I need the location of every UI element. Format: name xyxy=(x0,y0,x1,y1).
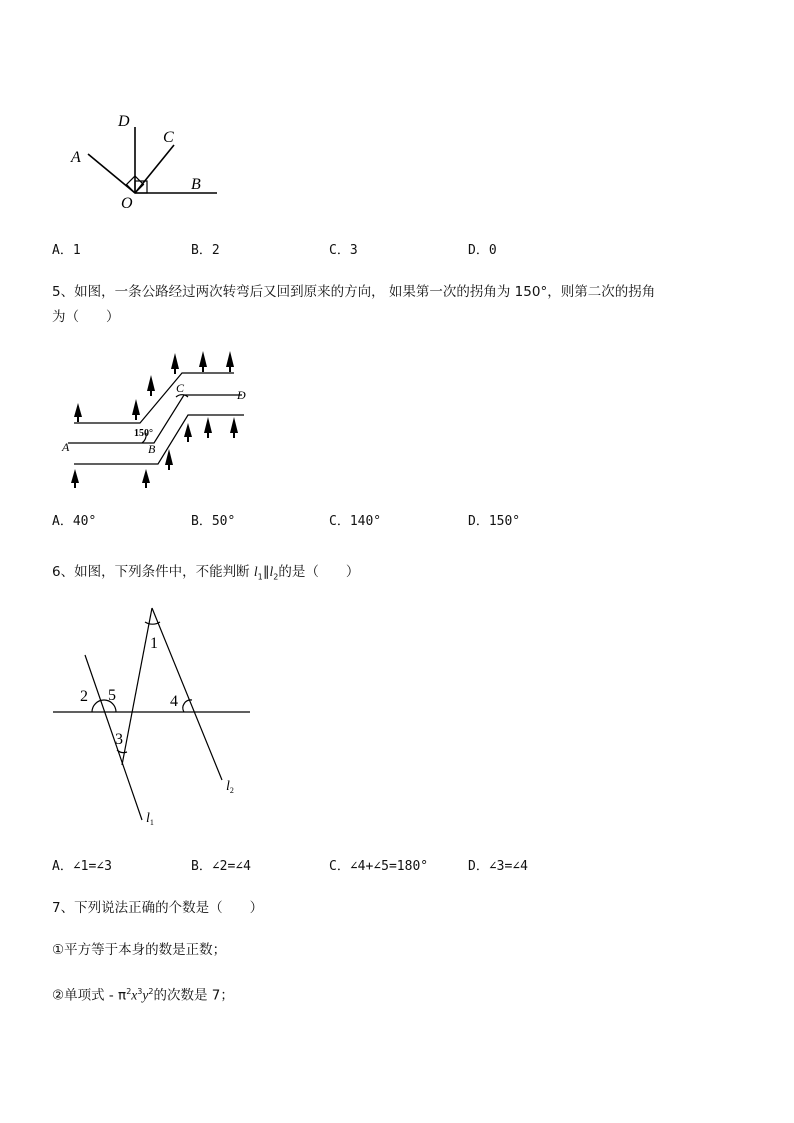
label-l2: $l_2$ xyxy=(226,779,234,795)
ray-oc xyxy=(135,145,174,193)
label-angle-2: 2 xyxy=(80,688,88,705)
label-angle-1: 1 xyxy=(150,635,158,652)
q5-option-d: D．150° xyxy=(468,514,521,529)
angle-150-label: 150° xyxy=(134,428,153,439)
label-a: A xyxy=(62,440,70,454)
tree-icon xyxy=(230,417,238,438)
label-c: C xyxy=(163,129,174,146)
tree-icon xyxy=(132,399,140,420)
q6-parallel-lines-figure xyxy=(50,600,260,830)
q7-item-1: ①平方等于本身的数是正数； xyxy=(52,942,227,958)
q6-stem-prefix: 6、如图，下列条件中，不能判断 xyxy=(52,564,254,580)
q4-option-c: C．3 xyxy=(329,243,358,258)
label-angle-5: 5 xyxy=(108,687,116,704)
tree-icon xyxy=(171,353,179,374)
road-edge-bottom xyxy=(74,415,244,464)
label-c: C xyxy=(176,381,185,395)
q6-l1: l xyxy=(253,564,258,579)
q6-stem-suffix: 的是（ ） xyxy=(278,564,360,580)
q6-stem xyxy=(52,562,359,588)
q6-option-c: C．∠4+∠5=180° xyxy=(329,859,429,874)
q4-option-a: A．1 xyxy=(52,243,81,258)
q7-y-exponent: 2 xyxy=(148,987,154,996)
q5-option-c: C．140° xyxy=(329,514,382,529)
label-d: D xyxy=(237,388,246,402)
q4-angle-figure xyxy=(60,105,230,215)
q5-stem-line1: 5、如图，一条公路经过两次转弯后又回到原来的方向， 如果第一次的拐角为 150°，则第二次的拐角 xyxy=(52,284,656,300)
q7-item-2 xyxy=(52,982,234,1006)
line-l2 xyxy=(152,608,222,780)
transversal-slanted xyxy=(122,608,152,765)
label-o: O xyxy=(121,195,133,212)
q6-l2: l xyxy=(269,564,274,579)
label-angle-3: 3 xyxy=(115,731,123,748)
tree-icon xyxy=(74,403,82,422)
line-l1 xyxy=(85,655,142,820)
q7-x-exponent: 3 xyxy=(137,987,143,996)
q5-option-b: B．50° xyxy=(191,514,236,529)
q7-var-y: y xyxy=(142,987,149,1003)
label-a: A xyxy=(71,149,81,166)
tree-icon xyxy=(184,423,192,442)
tree-icon xyxy=(204,417,212,438)
label-b: B xyxy=(148,442,156,456)
q6-l1-sub: 1 xyxy=(257,572,263,582)
ray-oa xyxy=(88,154,135,193)
road-edge-middle xyxy=(68,395,242,443)
tree-icon xyxy=(142,469,150,488)
q7-item2-prefix: ②单项式 - π xyxy=(52,987,127,1004)
q6-option-b: B．∠2=∠4 xyxy=(191,859,251,874)
q6-option-d: D．∠3=∠4 xyxy=(468,859,528,874)
tree-icon xyxy=(147,375,155,396)
q7-pi-exponent: 2 xyxy=(126,987,132,996)
q7-item2-suffix: 的次数是 7； xyxy=(153,987,234,1004)
q5-stem-line2: 为（ ） xyxy=(52,309,120,325)
label-d: D xyxy=(118,113,130,130)
tree-icon xyxy=(226,351,234,372)
tree-icon xyxy=(165,449,173,470)
q7-stem: 7、下列说法正确的个数是（ ） xyxy=(52,900,264,916)
tree-icon xyxy=(199,351,207,372)
q7-var-x: x xyxy=(131,987,138,1003)
trees xyxy=(71,351,238,488)
q4-option-b: B．2 xyxy=(191,243,220,258)
tree-icon xyxy=(71,469,79,488)
label-l1: $l_1$ xyxy=(146,811,154,827)
label-angle-4: 4 xyxy=(170,693,178,710)
q5-road-figure xyxy=(58,345,258,495)
q6-l2-sub: 2 xyxy=(273,572,279,582)
q4-option-d: D．0 xyxy=(468,243,497,258)
q6-parallel: ∥ xyxy=(262,564,270,580)
label-b: B xyxy=(191,176,201,193)
q6-option-a: A．∠1=∠3 xyxy=(52,859,112,874)
q5-option-a: A．40° xyxy=(52,514,97,529)
